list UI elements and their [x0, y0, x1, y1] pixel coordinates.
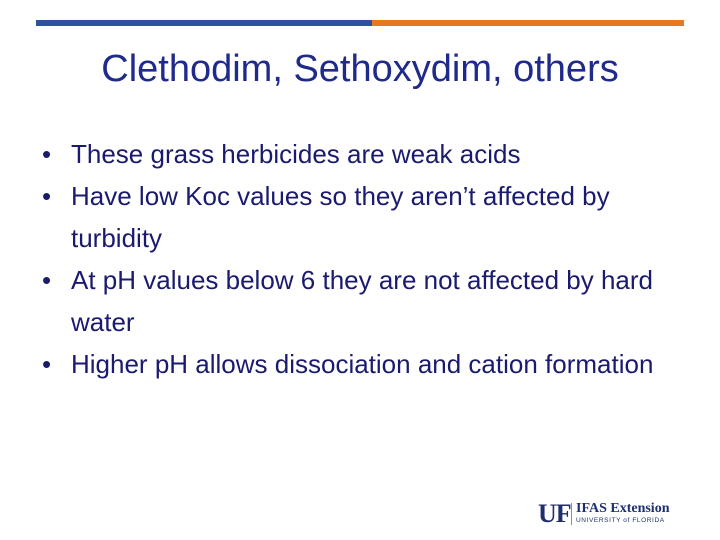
top-accent-bar-orange: [372, 20, 684, 26]
bullet-list: [42, 133, 682, 385]
logo-subtitle: UNIVERSITY of FLORIDA: [576, 517, 665, 524]
bullet-marker: •: [42, 265, 52, 295]
uf-ifas-extension-logo: [538, 500, 688, 530]
bullet-text: At pH values below 6 they are not affected by hard water: [71, 265, 653, 337]
bullet-marker: •: [42, 139, 52, 169]
bullet-item: [42, 175, 682, 259]
logo-name: IFAS Extension: [576, 501, 670, 516]
logo-divider: [571, 503, 572, 525]
top-accent-bar-blue: [36, 20, 372, 26]
slide-title: Clethodim, Sethoxydim, others: [101, 48, 619, 90]
bullet-item: [42, 259, 682, 343]
bullet-text: Have low Koc values so they aren’t affected by turbidity: [71, 181, 610, 253]
uf-logo-mark: UF: [538, 499, 571, 528]
bullet-marker: •: [42, 349, 52, 379]
bullet-text: Higher pH allows dissociation and cation formation: [71, 349, 654, 379]
bullet-text: These grass herbicides are weak acids: [71, 139, 521, 169]
bullet-item: [42, 133, 682, 175]
bullet-item: [42, 343, 682, 385]
bullet-marker: •: [42, 181, 52, 211]
